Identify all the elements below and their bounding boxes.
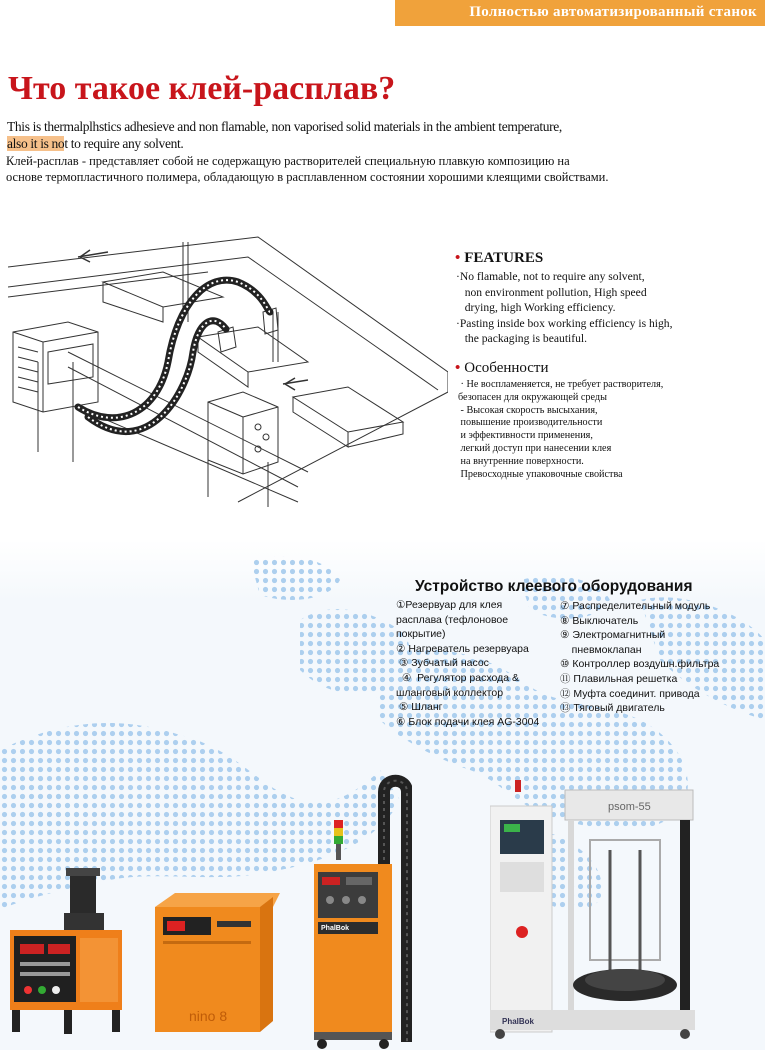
nino-model-label: nino 8	[189, 1008, 228, 1024]
machine-psom-55	[490, 780, 695, 1042]
osobennosti-heading-label: Особенности	[464, 360, 549, 376]
features-text: ·No flamable, not to require any solvent, non environment pollution, High speed drying, high Working efficiency. ·Pasting inside box working efficiency is high, the packaging is beautiful.	[456, 270, 673, 345]
intro-ru-line-2: основе термопластичного полимера, обладающую в расплавленном состоянии хорошими клеящими свойствами.	[6, 170, 609, 184]
header-banner	[395, 0, 765, 26]
bullet-icon: •	[455, 360, 461, 376]
features-heading	[455, 250, 543, 267]
device-title: Устройство клеевого оборудования	[415, 578, 693, 595]
conveyor-diagram	[8, 212, 448, 507]
highlight: also it is no	[7, 136, 65, 151]
psom-model-label: psom-55	[608, 801, 651, 813]
intro-en-line-2	[7, 136, 183, 152]
intro-ru-line-1: Клей-расплав - представляет собой не содержащую растворителей специальную плавкую композицию на	[6, 154, 570, 168]
osobennosti-heading	[455, 360, 549, 377]
features-heading-label: FEATURES	[464, 250, 544, 266]
left-parts-list: ①Резервуар для клея расплава (тефлоновое покрытие) ② Нагреватель резервуара ③ Зубчатый насос ④ Регулятор расхода & шланговый коллектор ⑤ Шланг ⑥ Блок подачи клея AG-3004	[396, 599, 540, 728]
page-title: Что такое клей-расплав?	[8, 70, 396, 107]
brand-label-tall: PhalBok	[321, 925, 350, 932]
machine-nino-8	[155, 893, 280, 1035]
intro-en-line-1: This is thermalplhstics adhesieve and non flamable, non vaporised solid materials in the ambient temperature,	[7, 119, 562, 134]
right-parts-list: ⑦ Распределительный модуль ⑧ Выключатель ⑨ Электромагнитный пневмоклапан ⑩ Контроллер воздушн.фильтра ⑪ Плавильная решетка ⑫ Муфта соединит. привода ⑬ Тяговый двигатель	[560, 600, 720, 715]
brand-label-psom: PhalBok	[502, 1017, 535, 1026]
machine-tall-orange	[312, 772, 412, 1050]
bullet-icon: •	[455, 250, 461, 266]
machine-small-melter	[8, 868, 128, 1036]
intro-en-line-2-rest: t to require any solvent.	[64, 136, 184, 151]
banner-text: Полностью автоматизированный станок	[469, 4, 757, 20]
osobennosti-text: · Не воспламеняется, не требует растворителя, безопасен для окружающей среды - Высокая скорость высыхания, повышение производительности и эффективности применения, легкий доступ при нанесении клея на внутренние поверхности. Превосходные упаковочные свойства	[458, 379, 664, 480]
